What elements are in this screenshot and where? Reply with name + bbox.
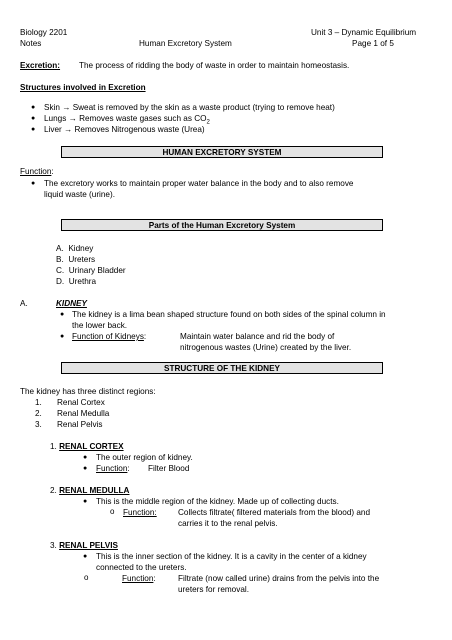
medulla-desc: This is the middle region of the kidney. Made up of collecting ducts.	[96, 497, 339, 506]
bullet-icon: ●	[83, 553, 88, 560]
part-item: D. Urethra	[56, 277, 97, 286]
regions-intro: The kidney has three distinct regions:	[20, 387, 156, 396]
pelvis-heading: 3. RENAL PELVIS	[50, 541, 118, 550]
cortex-heading: 1. RENAL CORTEX	[50, 442, 124, 451]
cortex-function: Filter Blood	[148, 464, 190, 473]
circle-bullet-icon: o	[84, 573, 89, 582]
bullet-icon: ●	[60, 311, 65, 318]
pelvis-desc-line1: This is the inner section of the kidney. It is a cavity in the center of a kidney	[96, 552, 367, 561]
region-item: 3.	[35, 420, 42, 429]
medulla-function-label: Function:	[123, 508, 157, 517]
pelvis-desc-line2: connected to the ureters.	[96, 563, 187, 572]
unit-title: Unit 3 – Dynamic Equilibrium	[311, 28, 417, 37]
function-label: Function:	[20, 167, 54, 176]
kidney-desc-line2: the lower back.	[72, 321, 128, 330]
region-item-label: Renal Cortex	[57, 398, 105, 407]
medulla-function-line2: carries it to the renal pelvis.	[178, 519, 278, 528]
bullet-icon: ●	[31, 180, 36, 187]
circle-bullet-icon: o	[110, 507, 115, 516]
section-structure-of-kidney: STRUCTURE OF THE KIDNEY	[61, 362, 383, 374]
region-item: 2.	[35, 409, 42, 418]
structures-heading: Structures involved in Excretion	[20, 83, 146, 92]
kidney-function-line1: Maintain water balance and rid the body of	[180, 332, 335, 341]
bullet-icon: ●	[31, 104, 36, 111]
bullet-icon: ●	[83, 498, 88, 505]
part-item: A. Kidney	[56, 244, 94, 253]
section-excretory-system: HUMAN EXCRETORY SYSTEM	[61, 146, 383, 158]
kidney-function-line2: nitrogenous wastes (Urine) created by the liver.	[180, 343, 352, 352]
structure-item-liver: Liver → Removes Nitrogenous waste (Urea)	[44, 125, 205, 134]
section-parts: Parts of the Human Excretory System	[61, 219, 383, 231]
region-item-label: Renal Pelvis	[57, 420, 103, 429]
bullet-icon: ●	[83, 465, 88, 472]
page-number: Page 1 of 5	[352, 39, 394, 48]
part-item: B. Ureters	[56, 255, 96, 264]
pelvis-function-label: Function:	[122, 574, 156, 583]
kidney-letter: A.	[20, 299, 28, 308]
notes-label: Notes	[20, 39, 42, 48]
cortex-desc: The outer region of kidney.	[96, 453, 193, 462]
bullet-icon: ●	[31, 115, 36, 122]
bullet-icon: ●	[31, 126, 36, 133]
part-item: C. Urinary Bladder	[56, 266, 126, 275]
course-name: Biology 2201	[20, 28, 68, 37]
medulla-function-line1: Collects filtrate( filtered materials from the blood) and	[178, 508, 371, 517]
pelvis-function-line1: Filtrate (now called urine) drains from the pelvis into the	[178, 574, 380, 583]
excretion-term: Excretion:	[20, 61, 61, 70]
region-item-label: Renal Medulla	[57, 409, 110, 418]
pelvis-function-line2: ureters for removal.	[178, 585, 249, 594]
structure-item-skin: Skin → Sweat is removed by the skin as a waste product (trying to remove heat)	[44, 103, 335, 112]
document-title: Human Excretory System	[139, 39, 232, 48]
bullet-icon: ●	[83, 454, 88, 461]
excretion-definition: The process of ridding the body of waste in order to maintain homeostasis.	[79, 61, 350, 70]
kidney-title: KIDNEY	[56, 299, 87, 308]
bullet-icon: ●	[60, 333, 65, 340]
medulla-heading: 2. RENAL MEDULLA	[50, 486, 130, 495]
kidney-desc-line1: The kidney is a lima bean shaped structure found on both sides of the spinal column in	[72, 310, 386, 319]
kidney-function-label: Function of Kidneys:	[72, 332, 147, 341]
function-text-line2: liquid waste (urine).	[44, 190, 115, 199]
structure-item-lungs: Lungs → Removes waste gases such as $CO_2$	[44, 114, 210, 126]
region-item: 1.	[35, 398, 42, 407]
cortex-function-label: Function:	[96, 464, 130, 473]
function-text-line1: The excretory works to maintain proper water balance in the body and to also remove	[44, 179, 354, 188]
